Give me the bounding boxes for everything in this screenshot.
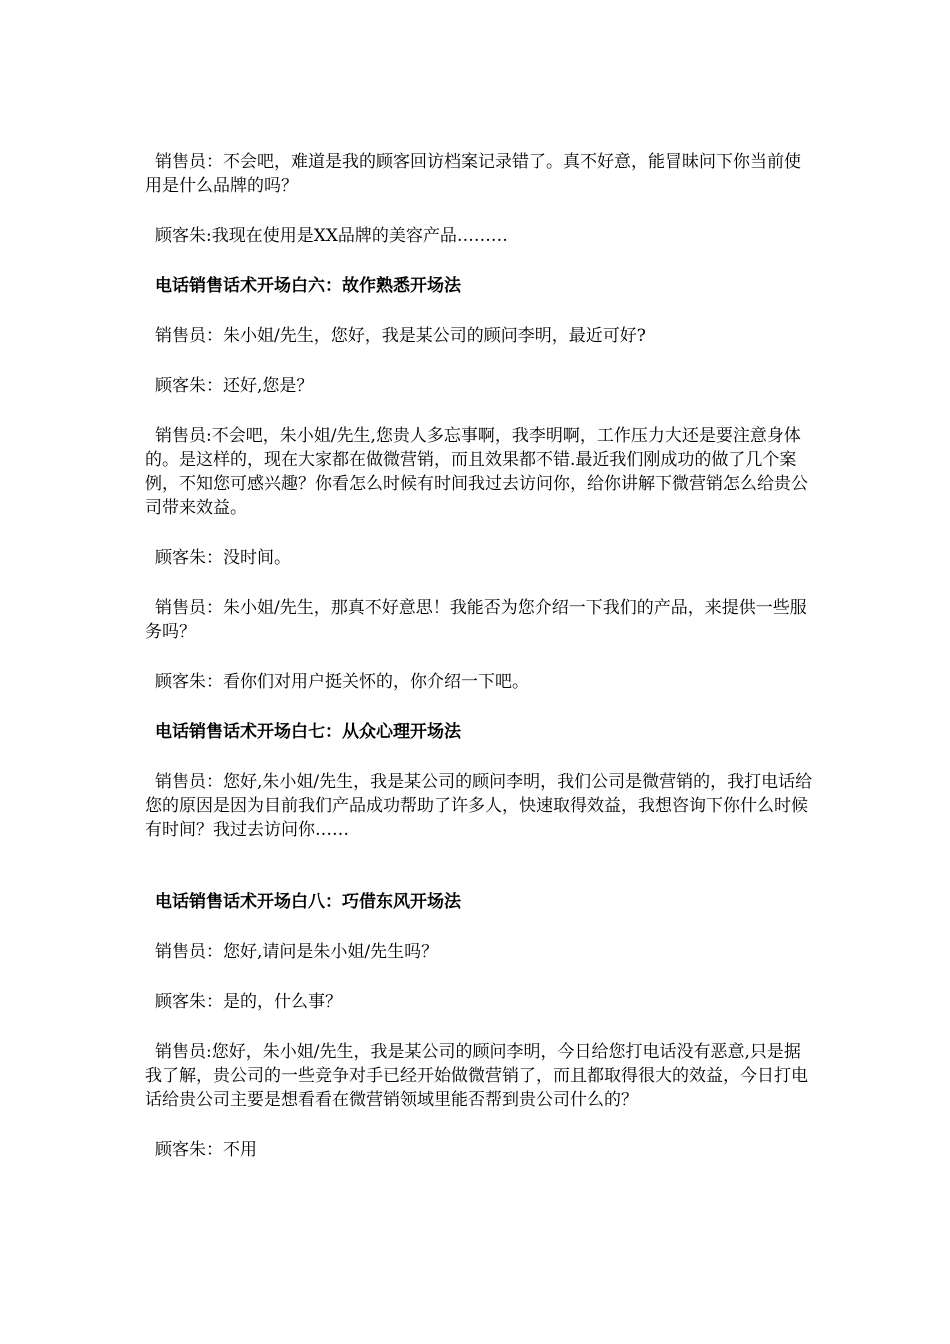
paragraph: 销售员：您好,朱小姐/先生，我是某公司的顾问李明，我们公司是微营销的，我打电话给您的原因是因为目前我们产品成功帮助了许多人，快速取得效益，我想咨询下你什么时候有时间？我过去访问你…… bbox=[145, 772, 813, 840]
section-heading: 电话销售话术开场白六：故作熟悉开场法 bbox=[155, 276, 461, 296]
paragraph: 销售员：朱小姐/先生，那真不好意思！我能否为您介绍一下我们的产品，来提供一些服务吗？ bbox=[145, 598, 807, 642]
paragraph: 顾客朱：没时间。 bbox=[155, 548, 291, 568]
paragraph: 顾客朱：不用 bbox=[155, 1140, 257, 1160]
section-heading: 电话销售话术开场白七：从众心理开场法 bbox=[155, 722, 461, 742]
document-page bbox=[145, 150, 815, 1188]
paragraph: 销售员：不会吧，难道是我的顾客回访档案记录错了。真不好意，能冒昧问下你当前使用是什么品牌的吗？ bbox=[145, 152, 801, 196]
paragraph: 顾客朱：是的，什么事？ bbox=[155, 992, 342, 1012]
paragraph: 销售员：朱小姐/先生，您好，我是某公司的顾问李明，最近可好? bbox=[155, 326, 646, 346]
section-heading: 电话销售话术开场白八：巧借东风开场法 bbox=[155, 892, 461, 912]
paragraph: 销售员:您好，朱小姐/先生，我是某公司的顾问李明，今日给您打电话没有恶意,只是据我了解，贵公司的一些竞争对手已经开始做微营销了，而且都取得很大的效益，今日打电话给贵公司主要是想看看在微营销领域里能否帮到贵公司什么的？ bbox=[145, 1042, 808, 1110]
paragraph: 销售员：您好,请问是朱小姐/先生吗？ bbox=[155, 942, 439, 962]
paragraph: 顾客朱：看你们对用户挺关怀的，你介绍一下吧。 bbox=[155, 672, 529, 692]
paragraph: 销售员:不会吧，朱小姐/先生,您贵人多忘事啊，我李明啊，工作压力大还是要注意身体的。是这样的，现在大家都在做微营销，而且效果都不错.最近我们刚成功的做了几个案例，不知您可感兴趣？你看怎么时候有时间我过去访问你，给你讲解下微营销怎么给贵公司带来效益。 bbox=[145, 426, 808, 518]
paragraph: 顾客朱:我现在使用是XX品牌的美容产品……… bbox=[155, 226, 508, 246]
paragraph: 顾客朱：还好,您是？ bbox=[155, 376, 314, 396]
